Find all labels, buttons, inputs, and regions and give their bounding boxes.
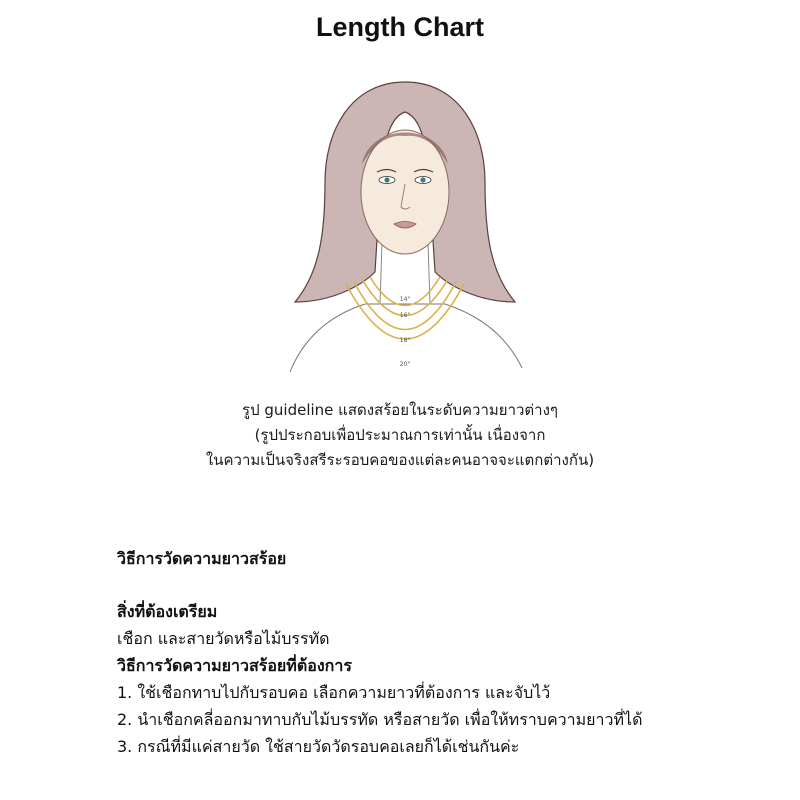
length-label-20: 20"	[399, 361, 411, 368]
length-label-18: 18"	[399, 337, 411, 344]
step-item: 1. ใช้เชือกทาบไปกับรอบคอ เลือกความยาวที่ต้องการ และจับไว้	[117, 683, 551, 702]
measurement-instructions	[117, 545, 757, 760]
caption-line: ในความเป็นจริงสรีระรอบคอของแต่ละคนอาจจะแตกต่างกัน)	[205, 451, 595, 469]
preparation-text: เชือก และสายวัดหรือไม้บรรทัด	[117, 629, 330, 648]
step-item: 2. นำเชือกคลี่ออกมาทาบกับไม้บรรทัด หรือสายวัด เพื่อให้ทราบความยาวที่ได้	[117, 710, 643, 729]
caption-line: รูป guideline แสดงสร้อยในระดับความยาวต่างๆ	[242, 401, 558, 419]
step-item: 3. กรณีที่มีแค่สายวัด ใช้สายวัดวัดรอบคอเลยก็ได้เช่นกันค่ะ	[117, 737, 520, 756]
illustration-caption	[0, 398, 800, 473]
caption-line: (รูปประกอบเพื่อประมาณการเท่านั้น เนื่องจาก	[254, 426, 546, 444]
preparation-heading: สิ่งที่ต้องเตรียม	[117, 602, 218, 621]
face	[361, 130, 449, 254]
method-heading: วิธีการวัดความยาวสร้อยที่ต้องการ	[117, 656, 352, 675]
necklace-length-illustration	[270, 72, 540, 384]
instructions-heading: วิธีการวัดความยาวสร้อย	[117, 549, 287, 568]
length-label-14: 14"	[399, 296, 411, 303]
page-title: Length Chart	[316, 12, 484, 42]
length-label-16: 16"	[399, 312, 411, 319]
